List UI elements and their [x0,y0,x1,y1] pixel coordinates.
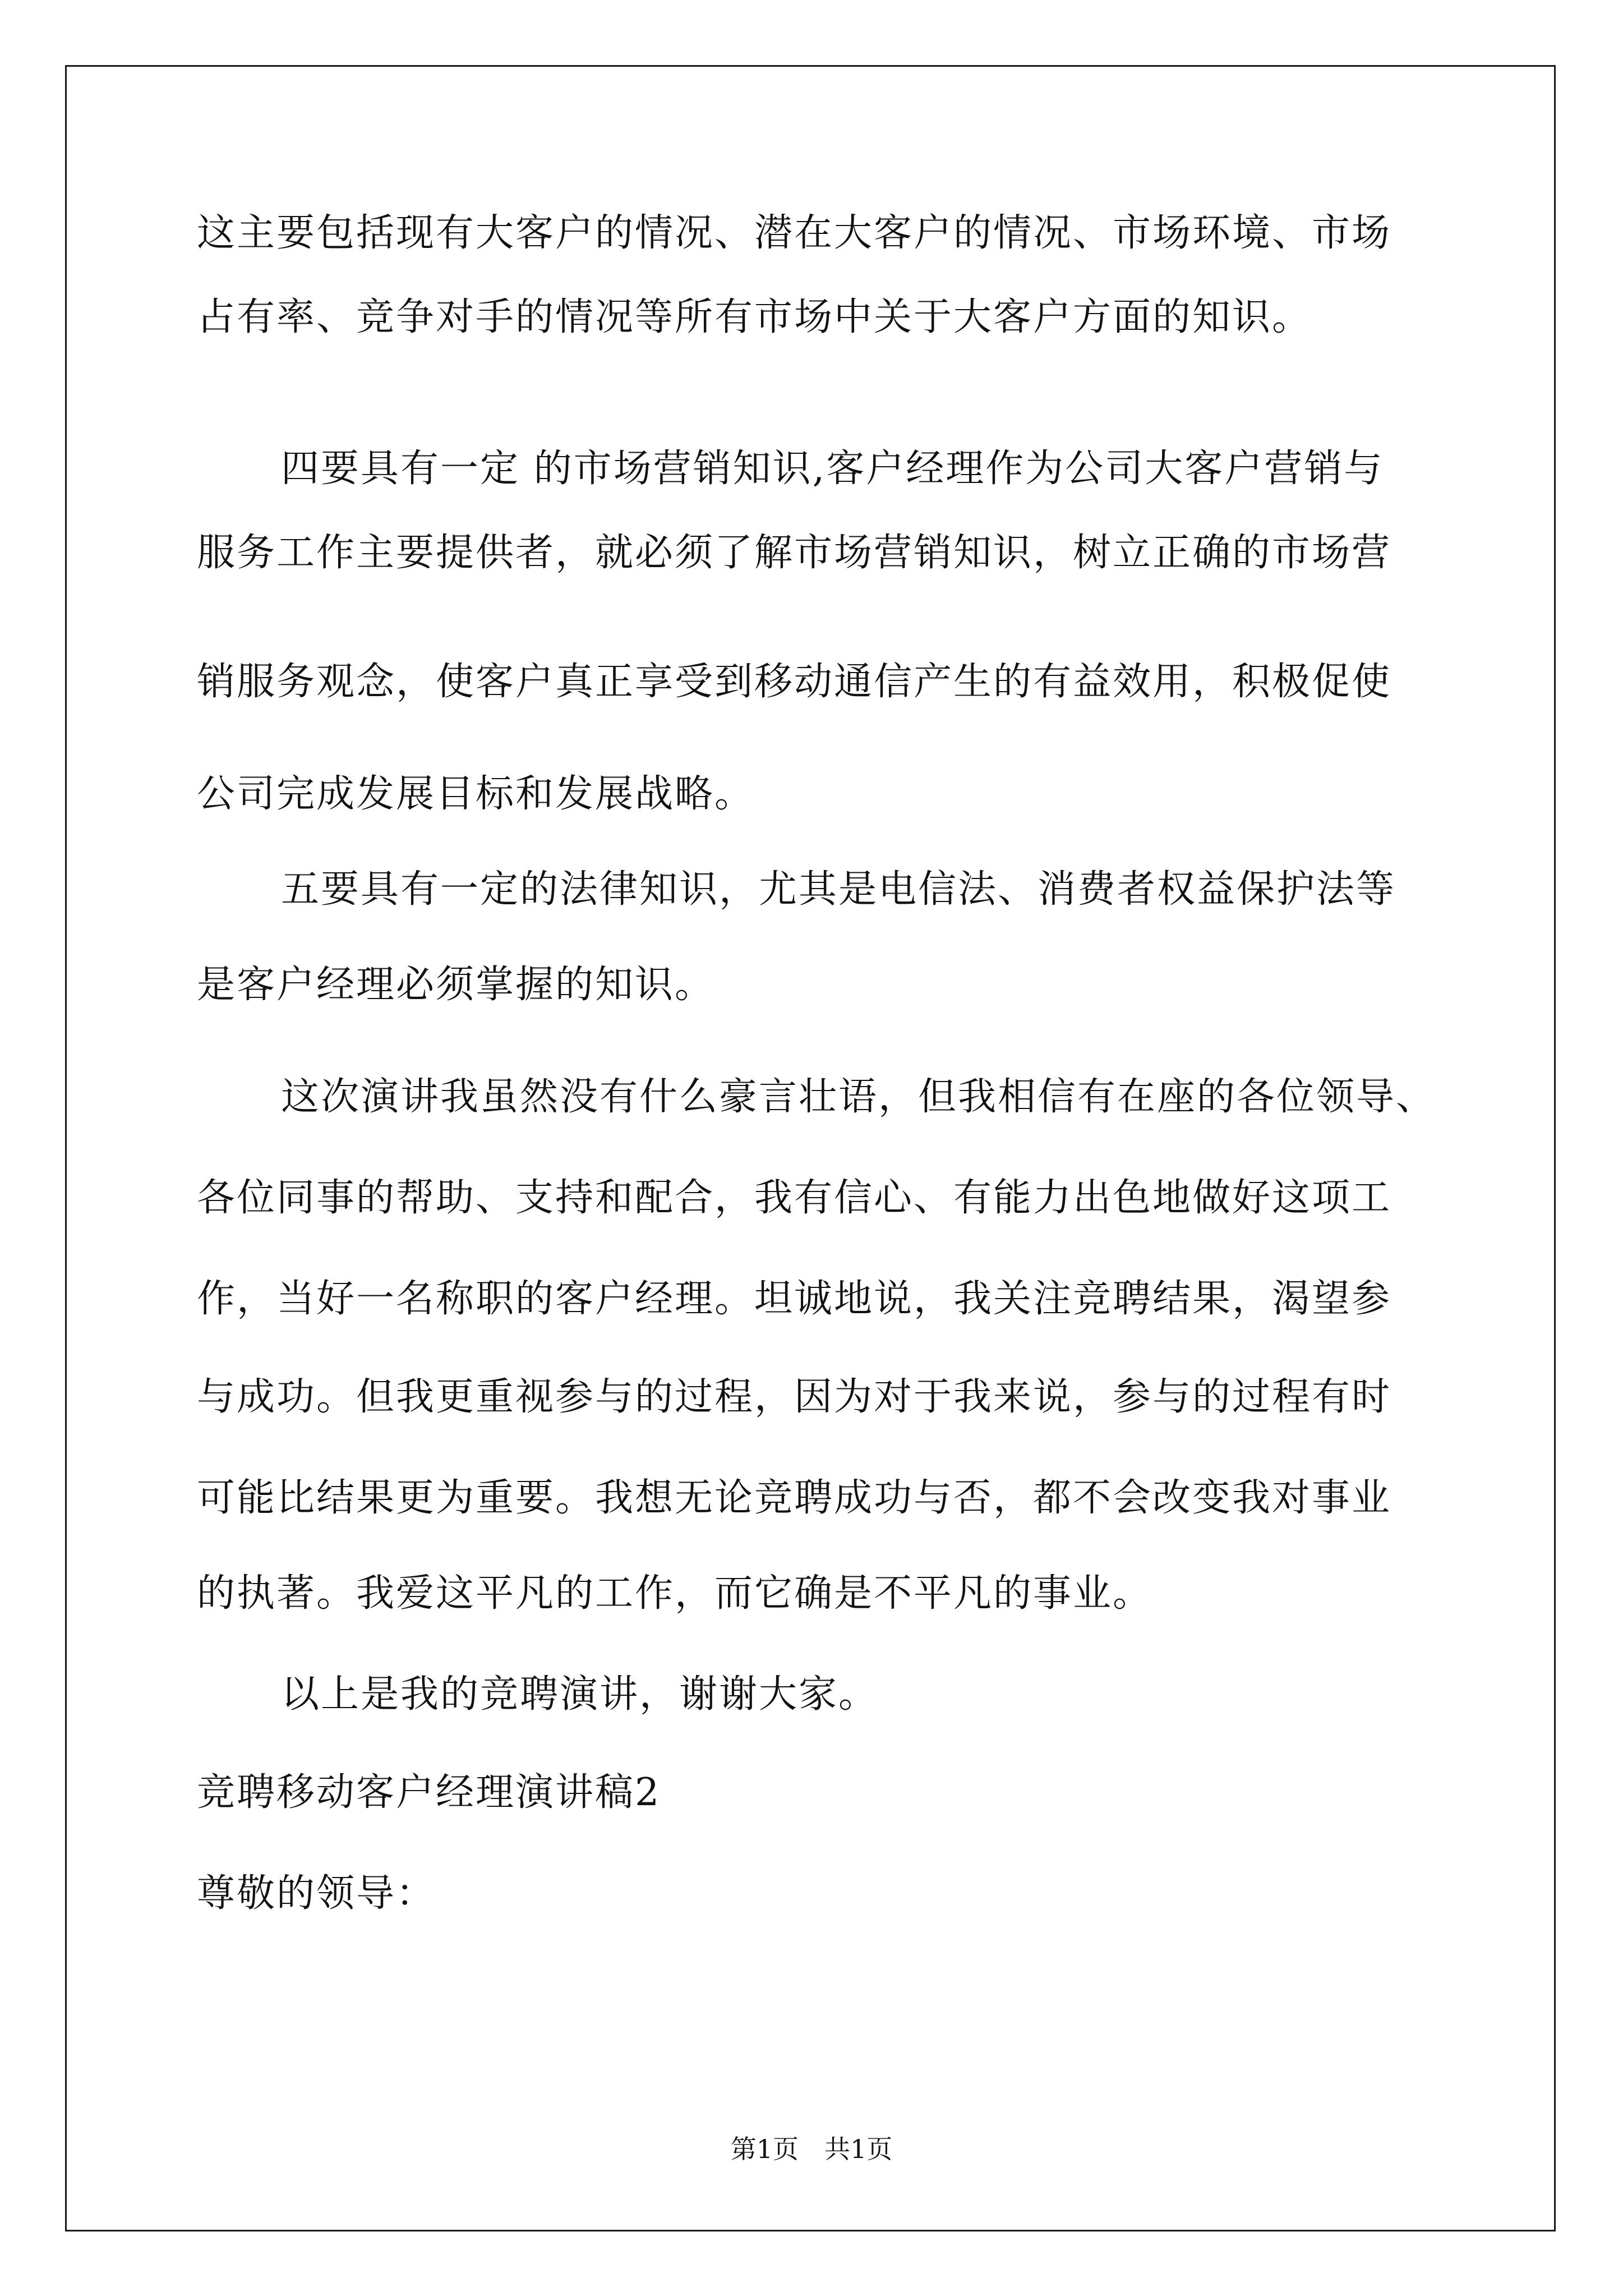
text-line: 各位同事的帮助、支持和配合，我有信心、有能力出色地做好这项工 [197,1176,1392,1220]
text-line: 的执著。我爱这平凡的工作，而它确是不平凡的事业。 [197,1571,1153,1616]
section-heading: 竞聘移动客户经理演讲稿2 [197,1770,661,1815]
page-footer: 第1页 共1页 [730,2134,893,2164]
text-line: 是客户经理必须掌握的知识。 [197,963,715,1007]
paragraph-start-line: 这次演讲我虽然没有什么豪言壮语，但我相信有在座的各位领导、 [281,1075,1436,1119]
paragraph-start-line: 四要具有一定 的市场营销知识,客户经理作为公司大客户营销与 [281,447,1384,491]
text-line: 公司完成发展目标和发展战略。 [197,772,755,816]
text-line: 可能比结果更为重要。我想无论竞聘成功与否，都不会改变我对事业 [197,1476,1392,1520]
text-line: 销服务观念，使客户真正享受到移动通信产生的有益效用，积极促使 [197,660,1392,704]
text-line: 占有率、竞争对手的情况等所有市场中关于大客户方面的知识。 [197,295,1312,339]
text-line: 作，当好一名称职的客户经理。坦诚地说，我关注竞聘结果，渴望参 [197,1277,1392,1321]
text-line: 这主要包括现有大客户的情况、潜在大客户的情况、市场环境、市场 [197,211,1392,255]
paragraph-start-line: 五要具有一定的法律知识，尤其是电信法、消费者权益保护法等 [281,867,1396,912]
text-line: 服务工作主要提供者，就必须了解市场营销知识，树立正确的市场营 [197,531,1392,575]
salutation-line: 尊敬的领导： [197,1871,436,1916]
text-line: 与成功。但我更重视参与的过程，因为对于我来说，参与的过程有时 [197,1375,1392,1419]
paragraph-start-line: 以上是我的竞聘演讲，谢谢大家。 [281,1672,879,1717]
